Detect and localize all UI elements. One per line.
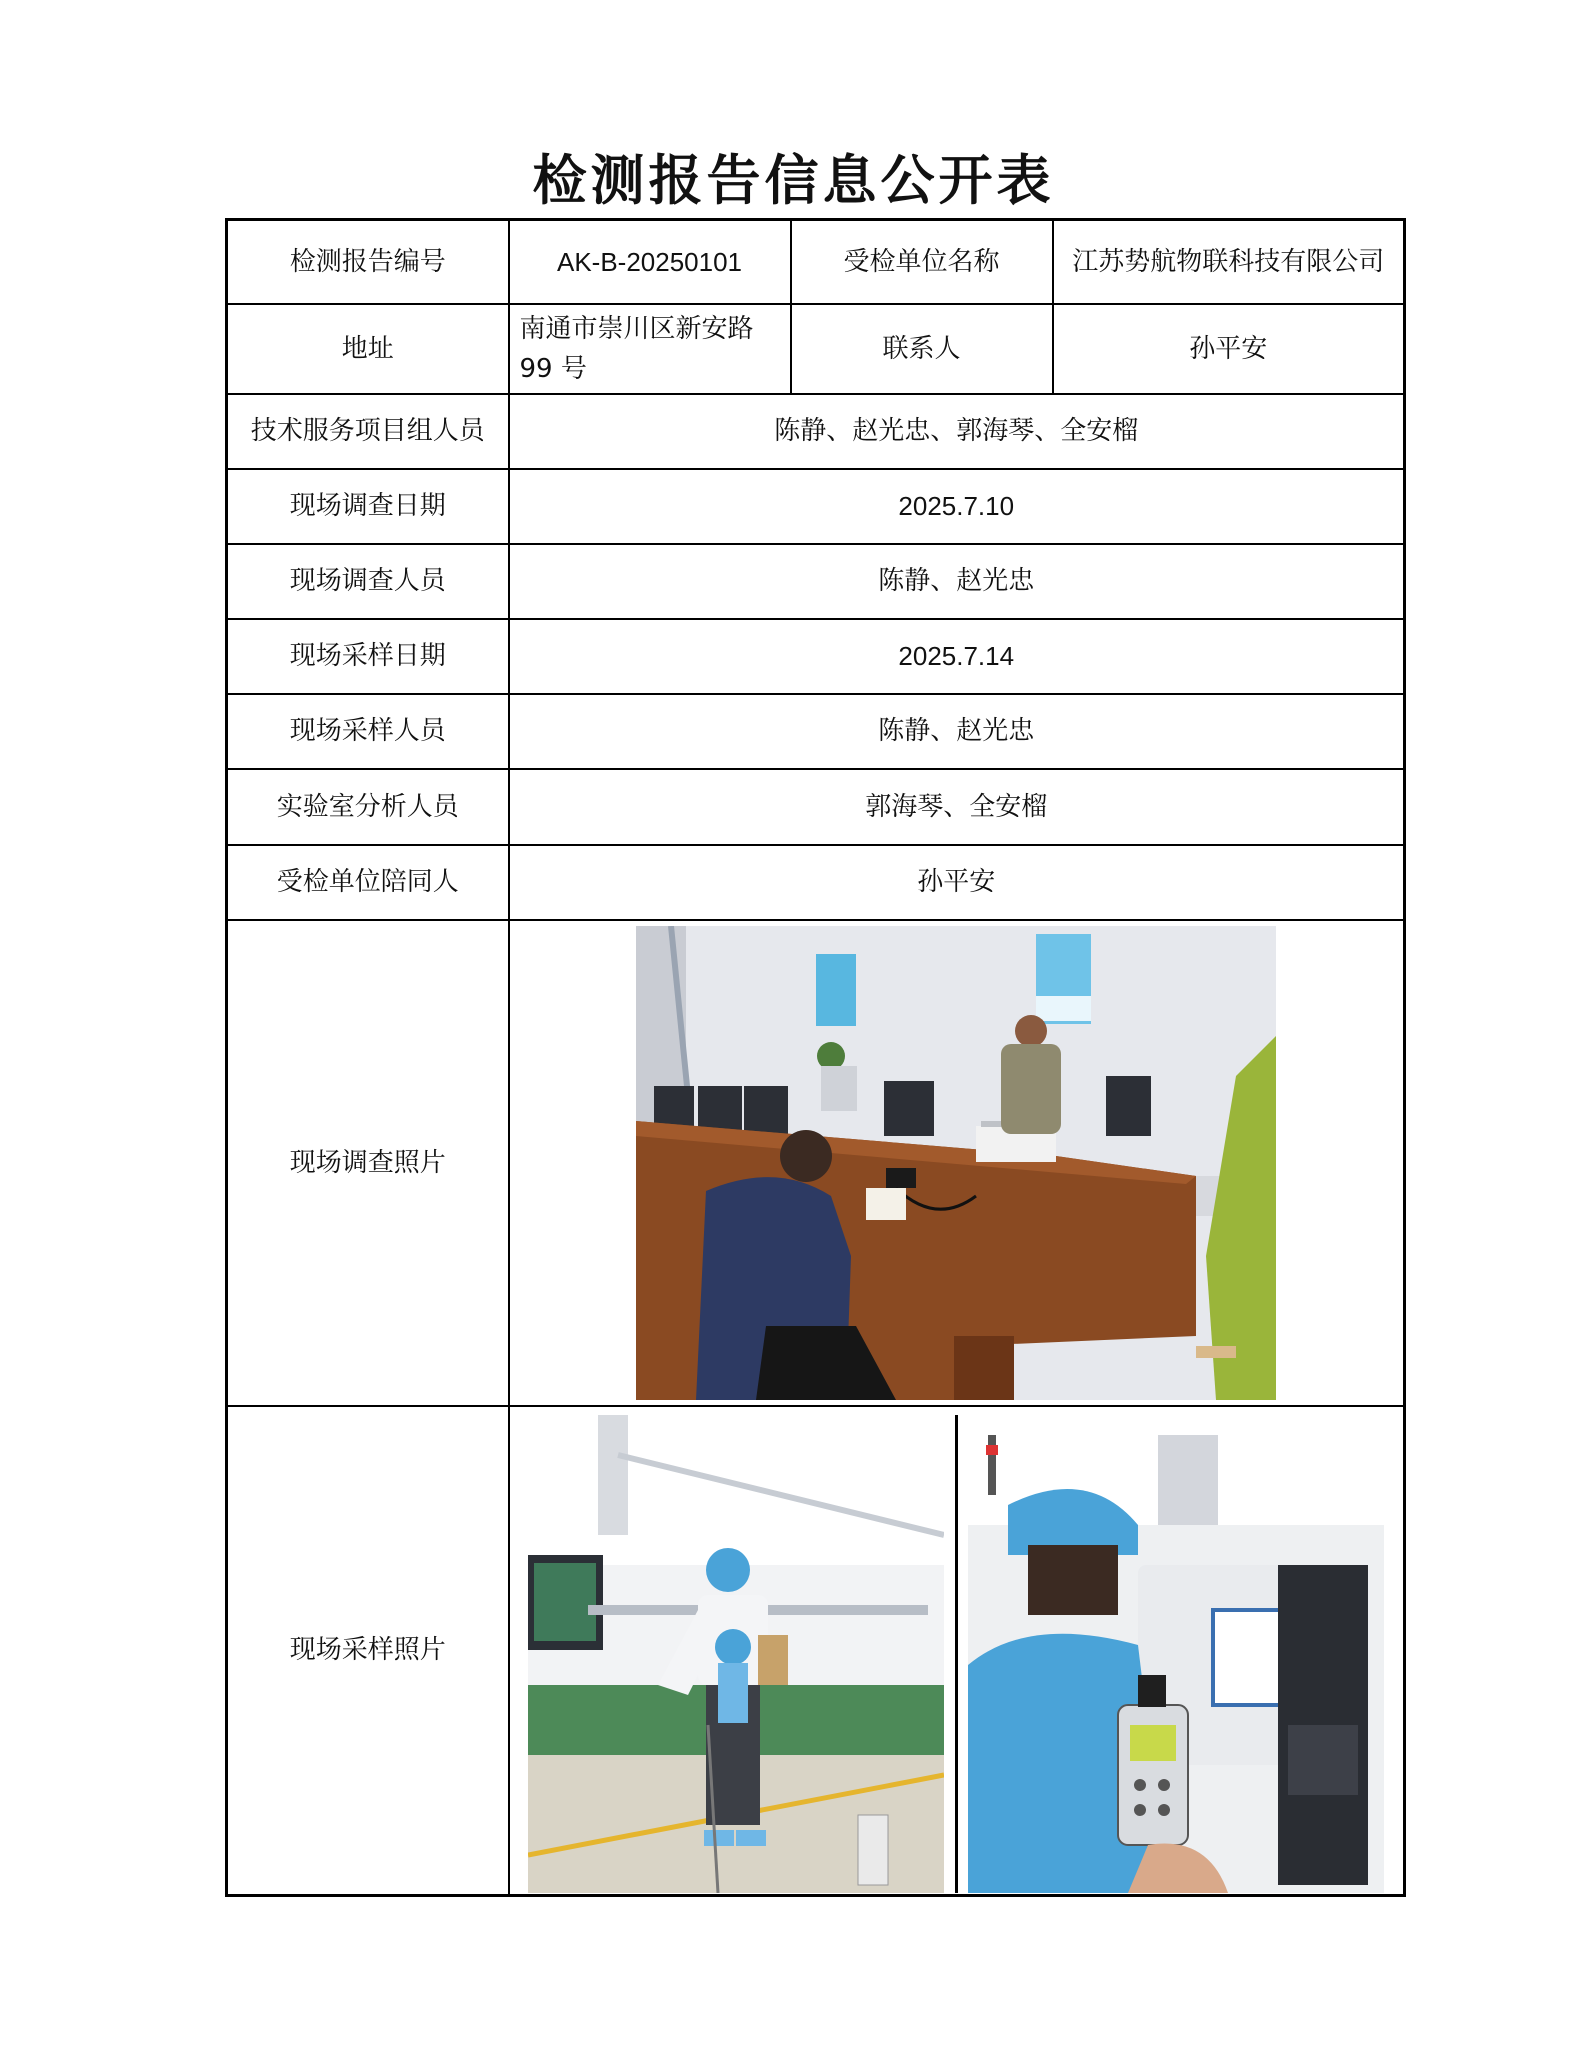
team-label: 技术服务项目组人员 xyxy=(227,394,509,469)
survey-photo-label: 现场调查照片 xyxy=(227,920,509,1406)
team-value: 陈静、赵光忠、郭海琴、全安榴 xyxy=(509,394,1405,469)
survey-photo xyxy=(636,926,1276,1400)
sample-staff-label: 现场采样人员 xyxy=(227,694,509,769)
contact-label: 联系人 xyxy=(791,304,1053,394)
sample-date-value: 2025.7.14 xyxy=(509,619,1405,694)
survey-date-label: 现场调查日期 xyxy=(227,469,509,544)
sampling-photo-1 xyxy=(528,1415,944,1893)
photo-divider xyxy=(955,1415,958,1893)
address-value: 南通市崇川区新安路 99 号 xyxy=(509,304,791,394)
escort-value: 孙平安 xyxy=(509,845,1405,920)
address-label: 地址 xyxy=(227,304,509,394)
sample-photo-label: 现场采样照片 xyxy=(227,1406,509,1896)
page-title: 检测报告信息公开表 xyxy=(532,148,1055,212)
sampling-photo-2 xyxy=(968,1415,1384,1893)
contact-value: 孙平安 xyxy=(1053,304,1405,394)
unit-name-value: 江苏势航物联科技有限公司 xyxy=(1053,220,1405,304)
survey-staff-value: 陈静、赵光忠 xyxy=(509,544,1405,619)
report-no-label: 检测报告编号 xyxy=(227,220,509,304)
survey-date-value: 2025.7.10 xyxy=(509,469,1405,544)
sample-staff-value: 陈静、赵光忠 xyxy=(509,694,1405,769)
escort-label: 受检单位陪同人 xyxy=(227,845,509,920)
lab-staff-value: 郭海琴、全安榴 xyxy=(509,769,1405,845)
report-table xyxy=(225,218,1406,1897)
sample-date-label: 现场采样日期 xyxy=(227,619,509,694)
report-no-value: AK-B-20250101 xyxy=(509,220,791,304)
unit-name-label: 受检单位名称 xyxy=(791,220,1053,304)
survey-staff-label: 现场调查人员 xyxy=(227,544,509,619)
lab-staff-label: 实验室分析人员 xyxy=(227,769,509,845)
